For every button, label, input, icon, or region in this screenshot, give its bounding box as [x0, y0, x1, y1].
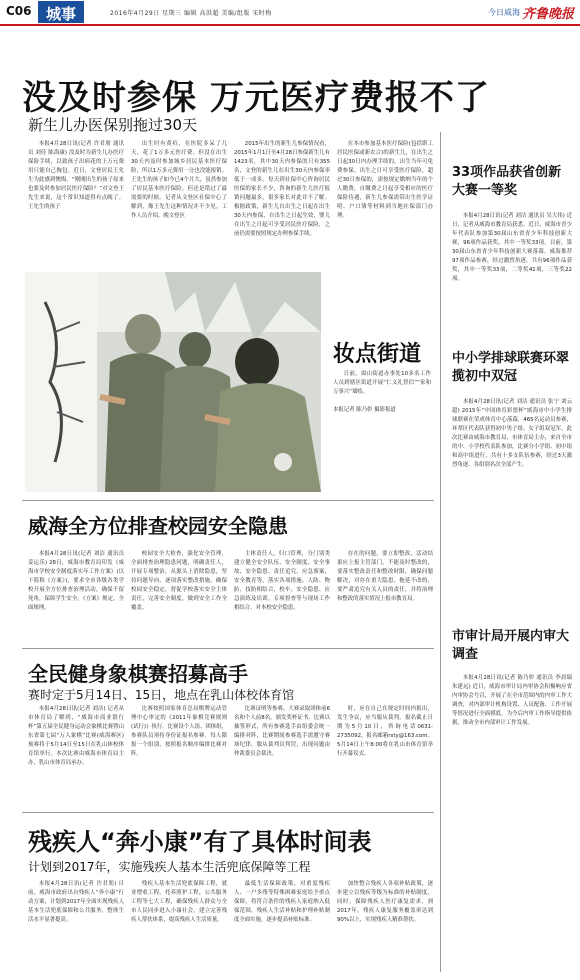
disabled-column-4: 加快整合残疾人各项补贴政策，逐步建立以残疾等级为标准的补贴制度，同时，保障残疾人医疗康复需求，到2017年，残疾人康复服务覆盖率达到90%以上，实现残疾人精准帮扶。	[337, 881, 433, 923]
chess-column-4: 时，应在自己在规定时间内报出，发生争议，应当服从裁判。报名截止日期为5月10日，咨询电话0631-2735092，报名邮箱rsty@163.com。5月14日上午8:00将在乳山市体育馆举行开幕仪式。	[337, 706, 433, 757]
lead-column-1: 本报4月28日讯(记者 许君朋 通讯员 刘佳 陈海康) 没及时为新生儿办医疗保险手续，以致孩子出病花的上万元费用只能自己掏包。近日，文登居民王先生为此感到懊悔。“刚刚出生的孩子原来也要及时参加居民医疗保险？”对文登王先生来说，这个常识知道得有点晚了。王先生的孩子	[28, 141, 124, 210]
campus-column-1: 本报4月28日讯(记者 刘洁 通讯员 姜运乐) 28日，威海市教育局印发《威海市学校安全制度落实年工作方案》(以下简称《方案》)，要求全市各级各类学校开展全方位排查治理活动，确保不留死角，保障学生安全。《方案》规定，全面规理，	[28, 551, 124, 611]
disabled-headline: 残疾人“奔小康”有了具体时间表	[28, 828, 372, 856]
photo-title: 妆点街道	[333, 342, 422, 367]
chess-column-3: 比赛证明等参赛，大赛录取团体前6名和个人前8名，颁发奖杯证书。比赛以抽签形式，所有参赛选手由组委会统一编排对阵，比赛期间参赛选手需遵守赛场纪律，服从裁判员判罚，出现问题由仲裁委员会裁决。	[234, 706, 330, 757]
disabled-subheadline: 计划到2017年，实施残疾人基本生活兜底保障等工程	[28, 860, 311, 874]
disabled-column-2: 残疾人基本生活兜底保障工程，就业增收工程，托养照护工程，公共服务工程等七大工程，确保残疾人群众与全市人民同步进入小康社会，建立完善残疾人帮扶体系，提高残疾人生活质量。	[131, 881, 227, 923]
photo-caption: 日前，崮山街道办事处10多名工作人员到辖区街道开展“仁义礼智信”“家和万事兴”墙绘。	[333, 371, 431, 395]
chess-headline: 全民健身象棋赛招募高手	[28, 662, 248, 686]
sidebar-1-body: 本报4月28日讯(记者 刘洁 通讯员 吴大伟) 近日，记者从威海市教育局获悉，近日，威海市青少年代表队参加第30届山东省青少年科技创新大赛，96项作品获奖，其中一等奖33项。目前，第30届山东省青少年科技创新大赛落幕。威海推荐97项作品参赛，经过激烈角逐，共有96项作品获奖，其中一等奖33项，二等奖41项，三等奖22项。	[452, 213, 572, 282]
disabled-column-3: 最低生活保障政策，对重度残疾人、一户多残等特殊困难家庭给予重点保障，将符合条件的残疾人家庭纳入低保范围，残疾人生活补贴和护理补贴制度全面实施，逐步提高补贴标准。	[234, 881, 330, 923]
divider	[22, 812, 434, 813]
campus-column-4: 存在的问题，要立即整改，活动结果应上报主管部门，不能及时整改的，要落实整改责任和整改时限，确保问题解决，对存在重大隐患、拖延不改的，要严肃追究有关人员的责任，并将治理和整改的落实情况上报市教育局。	[337, 551, 433, 602]
lead-column-3: 2015年出生的新生儿参保情况看，2015年1月1日至4月28日参保新生儿有1423名，其中30天内参保的只有355名，文登的新生儿在出生30天内参保率低于一成多。每天到社保中心咨询居民医保的家长不少，咨询的新生儿医疗报销问题最多，很多家长对此并不了解。根据政策，新生儿自出生之日起在出生30天内参保，自出生之日起生效，婴儿在出生之日起可享受居民医疗保险，之前仍需要按照规定办理参保手续。	[234, 141, 330, 237]
sidebar-1-headline: 33项作品获省创新大赛一等奖	[452, 165, 562, 198]
photo-credit: 本报记者 陈乃彰 摄影报道	[333, 407, 396, 413]
sidebar-2-headline: 中小学排球联赛环翠揽初中双冠	[452, 351, 570, 384]
sidebar-2-body: 本报4月28日讯(记者 刘洁 通讯员 张宁 刘云超) 2015年“中国体育彩票杯”威海市中小学生排球联赛在荣成体育中心落幕，465名运动员参赛，环翠区代表队获得初中男子组、女子组双冠军。此次比赛由威海市教育局、市体育局主办，来自全市的中、小学校代表队参加，比赛分小学组、初中组和高中组进行，共有十多支队伍参赛，经过3天激烈角逐，各组别名次全部产生。	[452, 399, 572, 468]
sidebar-3-body: 本报4月28日讯(记者 陈乃彰 通讯员 李晨瑞 朱建远) 近日，威海市审计局内审协会积极响应省内审协会号召，开展了在全市范围内的内审工作大调查，对内部审计机构设置、人员配备、工作开展等情况进行全面摸底，为今后内审工作指导提供依据，推动全市内部审计工作发展。	[452, 675, 572, 726]
disabled-column-1: 本报4月28日讯(记者 许君朋) 日前，威海市政府出台残疾人“奔小康”行动方案，计划到2017年全面实现残疾人基本生活兜底保障和公共服务，整体生活水平显著提高。	[28, 881, 124, 923]
chess-column-1: 本报4月28日讯(记者 刘洁) 记者从市体育局了解到，“威海市商业银行杯”第五届全民健身运动会象棋比赛暨山东省第七届“万人象棋”比赛(威海赛区)预赛将于5月14日至15日在乳山体校体育馆举行。本次比赛由威海市体育局主办，乳山市体育局承办。	[28, 706, 124, 766]
edition-meta: 2016年4月29日 星期三 编辑 高洪超 美编/组版 宋时梅	[110, 10, 272, 17]
page-header	[0, 0, 580, 26]
lead-headline: 没及时参保 万元医疗费报不了	[22, 78, 490, 118]
chess-column-2: 比赛按照国家体育总局棋牌运动管理中心审定的《2011年象棋竞赛规则(试行)》执行。比赛设个人组、团体组，参赛队员须持身份证报名参赛。每人限报一个组别，按照报名顺序编排比赛对阵。	[131, 706, 227, 757]
wall-painting-photo	[25, 272, 321, 492]
section-label: 城事	[38, 1, 84, 23]
campus-column-3: 主体责任人，归口管理，分门别类建立健全安全队伍、安全制度、安全事故、安全隐患、责任追究、应急预案、安全教育等，落实各项措施，人防、物防、技防相结合，校车、安全隐患、应急演练及培训，专项督查等与现场工作相结合。对本校安全隐患，	[234, 551, 330, 611]
column-rule	[440, 132, 441, 972]
sidebar-3-headline: 市审计局开展内审大调查	[452, 629, 570, 662]
campus-column-2: 校园安全大检查，强化安全管理，全面排查治理隐患问题，明确责任人，开展专项整治，从源头上消除隐患，坚持问题导向，逐项落实整改措施，确保校园安全稳定，督促学校落实安全主体责任，完善安全制度，做到安全工作全覆盖。	[131, 551, 227, 611]
divider	[22, 648, 434, 649]
chess-subheadline: 赛时定于5月14日、15日，地点在乳山体校体育馆	[28, 688, 295, 702]
lead-column-2: 出生时有黄疸，在医院多呆了几天，花了1万多元医疗费。但没在出生30天内及时参加城乡居民基本医疗保险，所以1万多元费用一分也没能报销。王先生的孩子如今已4个月大，虽然参加了居民基本医疗保险，但还是错过了最需要的时候。记者从文登区社保中心了解到，像王先生这种情况并不少见。工作人员介绍，晚文登区	[131, 141, 227, 219]
newspaper-logo: 齐鲁晚报	[521, 7, 574, 22]
divider	[22, 500, 434, 501]
lead-column-4: 在本市参加基本医疗保险(包括职工居民医保或新农合)的新生儿，在出生之日起30日内办理手续的，出生当年可免费参保，出生之日可享受医疗保险，超过30日参保的，需按规定缴纳当年的个人缴费，自缴费之日起享受相应的医疗保险待遇，新生儿参保需带出生医学证明、户口簿等材料到当地社保部门办理。	[337, 141, 433, 219]
brand-name: 今日威海	[488, 8, 520, 17]
lead-subheadline: 新生儿办医保别拖过30天	[28, 116, 198, 134]
page-number: C06	[6, 4, 32, 18]
campus-headline: 威海全方位排查校园安全隐患	[28, 514, 288, 538]
